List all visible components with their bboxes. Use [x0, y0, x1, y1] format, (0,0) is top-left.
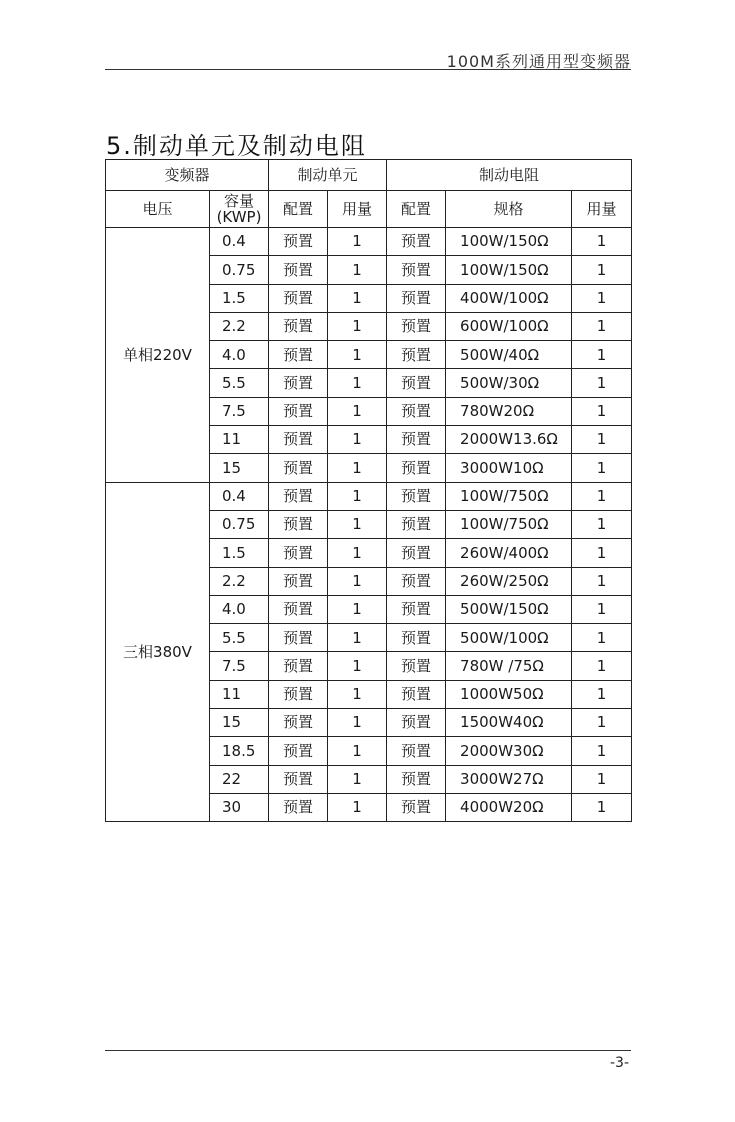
- br-config-cell: 预置: [387, 737, 446, 765]
- br-qty-cell: 1: [572, 539, 632, 567]
- bu-config-cell: 预置: [269, 284, 328, 312]
- br-spec-cell: 100W/750Ω: [446, 482, 572, 510]
- br-config-cell: 预置: [387, 256, 446, 284]
- br-qty-cell: 1: [572, 426, 632, 454]
- capacity-cell: 0.4: [210, 482, 269, 510]
- bu-config-cell: 预置: [269, 256, 328, 284]
- bu-config-cell: 预置: [269, 369, 328, 397]
- header-capacity: 容量(KWP): [210, 191, 269, 228]
- br-qty-cell: 1: [572, 256, 632, 284]
- footer-divider: [105, 1050, 631, 1051]
- br-config-cell: 预置: [387, 454, 446, 482]
- bu-config-cell: 预置: [269, 709, 328, 737]
- capacity-cell: 30: [210, 793, 269, 821]
- br-spec-cell: 780W20Ω: [446, 397, 572, 425]
- br-qty-cell: 1: [572, 228, 632, 256]
- header-brake-unit: 制动单元: [269, 160, 387, 191]
- br-qty-cell: 1: [572, 312, 632, 340]
- bu-config-cell: 预置: [269, 624, 328, 652]
- header-br-qty: 用量: [572, 191, 632, 228]
- bu-config-cell: 预置: [269, 793, 328, 821]
- bu-qty-cell: 1: [328, 341, 387, 369]
- br-spec-cell: 100W/150Ω: [446, 256, 572, 284]
- br-config-cell: 预置: [387, 397, 446, 425]
- header-brake-resistor: 制动电阻: [387, 160, 632, 191]
- running-header: 100M系列通用型变频器: [446, 52, 631, 71]
- br-config-cell: 预置: [387, 284, 446, 312]
- br-qty-cell: 1: [572, 737, 632, 765]
- br-config-cell: 预置: [387, 793, 446, 821]
- br-config-cell: 预置: [387, 595, 446, 623]
- br-spec-cell: 2000W30Ω: [446, 737, 572, 765]
- capacity-cell: 4.0: [210, 595, 269, 623]
- header-row-group: [106, 160, 632, 191]
- capacity-cell: 1.5: [210, 539, 269, 567]
- bu-qty-cell: 1: [328, 709, 387, 737]
- br-qty-cell: 1: [572, 765, 632, 793]
- br-qty-cell: 1: [572, 793, 632, 821]
- capacity-cell: 18.5: [210, 737, 269, 765]
- bu-qty-cell: 1: [328, 539, 387, 567]
- bu-qty-cell: 1: [328, 737, 387, 765]
- capacity-cell: 2.2: [210, 312, 269, 340]
- table-body: [106, 160, 632, 822]
- br-spec-cell: 3000W10Ω: [446, 454, 572, 482]
- bu-config-cell: 预置: [269, 426, 328, 454]
- bu-config-cell: 预置: [269, 397, 328, 425]
- bu-config-cell: 预置: [269, 312, 328, 340]
- capacity-cell: 0.75: [210, 510, 269, 538]
- br-qty-cell: 1: [572, 284, 632, 312]
- br-config-cell: 预置: [387, 312, 446, 340]
- bu-config-cell: 预置: [269, 228, 328, 256]
- br-spec-cell: 400W/100Ω: [446, 284, 572, 312]
- br-spec-cell: 100W/150Ω: [446, 228, 572, 256]
- header-br-config: 配置: [387, 191, 446, 228]
- header-divider: [105, 69, 631, 70]
- bu-qty-cell: 1: [328, 397, 387, 425]
- br-spec-cell: 260W/400Ω: [446, 539, 572, 567]
- br-qty-cell: 1: [572, 709, 632, 737]
- page-number: -3-: [609, 1055, 629, 1071]
- bu-qty-cell: 1: [328, 284, 387, 312]
- br-config-cell: 预置: [387, 680, 446, 708]
- br-spec-cell: 500W/30Ω: [446, 369, 572, 397]
- bu-config-cell: 预置: [269, 510, 328, 538]
- bu-config-cell: 预置: [269, 567, 328, 595]
- bu-qty-cell: 1: [328, 765, 387, 793]
- br-spec-cell: 2000W13.6Ω: [446, 426, 572, 454]
- br-qty-cell: 1: [572, 567, 632, 595]
- brake-resistor-table: [105, 159, 632, 822]
- bu-config-cell: 预置: [269, 539, 328, 567]
- br-qty-cell: 1: [572, 369, 632, 397]
- br-config-cell: 预置: [387, 228, 446, 256]
- bu-config-cell: 预置: [269, 341, 328, 369]
- table-row: [106, 228, 632, 256]
- bu-qty-cell: 1: [328, 369, 387, 397]
- capacity-cell: 0.4: [210, 228, 269, 256]
- capacity-cell: 7.5: [210, 652, 269, 680]
- capacity-cell: 0.75: [210, 256, 269, 284]
- capacity-cell: 4.0: [210, 341, 269, 369]
- br-spec-cell: 4000W20Ω: [446, 793, 572, 821]
- table-row: [106, 482, 632, 510]
- header-bu-config: 配置: [269, 191, 328, 228]
- br-spec-cell: 1000W50Ω: [446, 680, 572, 708]
- br-config-cell: 预置: [387, 709, 446, 737]
- bu-qty-cell: 1: [328, 454, 387, 482]
- bu-config-cell: 预置: [269, 765, 328, 793]
- br-config-cell: 预置: [387, 482, 446, 510]
- voltage-cell: 三相380V: [106, 482, 210, 822]
- br-qty-cell: 1: [572, 397, 632, 425]
- header-inverter: 变频器: [106, 160, 269, 191]
- bu-qty-cell: 1: [328, 793, 387, 821]
- bu-config-cell: 预置: [269, 482, 328, 510]
- header-bu-qty: 用量: [328, 191, 387, 228]
- br-spec-cell: 260W/250Ω: [446, 567, 572, 595]
- bu-qty-cell: 1: [328, 680, 387, 708]
- bu-qty-cell: 1: [328, 312, 387, 340]
- br-qty-cell: 1: [572, 624, 632, 652]
- bu-qty-cell: 1: [328, 595, 387, 623]
- br-spec-cell: 500W/150Ω: [446, 595, 572, 623]
- bu-qty-cell: 1: [328, 510, 387, 538]
- bu-config-cell: 预置: [269, 595, 328, 623]
- capacity-cell: 7.5: [210, 397, 269, 425]
- br-config-cell: 预置: [387, 652, 446, 680]
- br-config-cell: 预置: [387, 426, 446, 454]
- capacity-cell: 2.2: [210, 567, 269, 595]
- header-voltage: 电压: [106, 191, 210, 228]
- br-qty-cell: 1: [572, 595, 632, 623]
- bu-qty-cell: 1: [328, 652, 387, 680]
- br-qty-cell: 1: [572, 341, 632, 369]
- section-title: 5.制动单元及制动电阻: [106, 132, 367, 160]
- br-qty-cell: 1: [572, 510, 632, 538]
- bu-qty-cell: 1: [328, 482, 387, 510]
- br-spec-cell: 1500W40Ω: [446, 709, 572, 737]
- br-config-cell: 预置: [387, 369, 446, 397]
- br-spec-cell: 100W/750Ω: [446, 510, 572, 538]
- bu-qty-cell: 1: [328, 567, 387, 595]
- capacity-cell: 15: [210, 454, 269, 482]
- bu-config-cell: 预置: [269, 680, 328, 708]
- bu-qty-cell: 1: [328, 256, 387, 284]
- bu-qty-cell: 1: [328, 228, 387, 256]
- br-spec-cell: 500W/40Ω: [446, 341, 572, 369]
- capacity-cell: 1.5: [210, 284, 269, 312]
- bu-config-cell: 预置: [269, 454, 328, 482]
- br-config-cell: 预置: [387, 510, 446, 538]
- br-spec-cell: 3000W27Ω: [446, 765, 572, 793]
- br-spec-cell: 780W /75Ω: [446, 652, 572, 680]
- br-config-cell: 预置: [387, 624, 446, 652]
- capacity-cell: 11: [210, 680, 269, 708]
- capacity-cell: 5.5: [210, 369, 269, 397]
- bu-qty-cell: 1: [328, 624, 387, 652]
- capacity-cell: 5.5: [210, 624, 269, 652]
- br-qty-cell: 1: [572, 454, 632, 482]
- br-spec-cell: 600W/100Ω: [446, 312, 572, 340]
- capacity-cell: 15: [210, 709, 269, 737]
- br-config-cell: 预置: [387, 567, 446, 595]
- voltage-cell: 单相220V: [106, 228, 210, 483]
- br-config-cell: 预置: [387, 539, 446, 567]
- bu-config-cell: 预置: [269, 737, 328, 765]
- header-br-spec: 规格: [446, 191, 572, 228]
- br-qty-cell: 1: [572, 652, 632, 680]
- capacity-cell: 11: [210, 426, 269, 454]
- br-qty-cell: 1: [572, 482, 632, 510]
- br-config-cell: 预置: [387, 765, 446, 793]
- br-qty-cell: 1: [572, 680, 632, 708]
- br-config-cell: 预置: [387, 341, 446, 369]
- bu-qty-cell: 1: [328, 426, 387, 454]
- header-row-sub: [106, 191, 632, 228]
- br-spec-cell: 500W/100Ω: [446, 624, 572, 652]
- bu-config-cell: 预置: [269, 652, 328, 680]
- capacity-cell: 22: [210, 765, 269, 793]
